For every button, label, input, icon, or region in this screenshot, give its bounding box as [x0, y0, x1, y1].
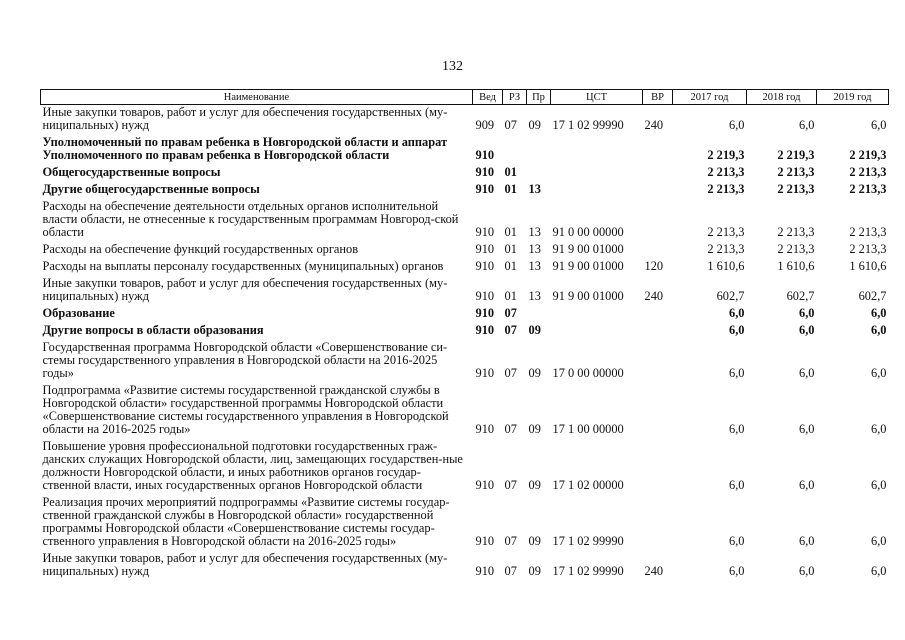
- row-amount-2017: 2 213,3: [707, 225, 745, 239]
- row-amount-2017: 6,0: [729, 422, 745, 436]
- row-amount-2019: 2 219,3: [849, 148, 887, 162]
- row-name: Образование: [42, 306, 115, 320]
- row-subsection-code: 09: [528, 422, 541, 436]
- row-name: Реализация прочих мероприятий подпрограммы «Развитие системы государ-ственной гражданской службы в Новгородской области» государственной программы Новгородской области «Совершенствование системы государ-ственного управления в Новгородской области на 2016-2025 годы»: [42, 495, 450, 548]
- row-amount-2018: 6,0: [799, 306, 815, 320]
- row-expense-type-code: [643, 199, 673, 242]
- row-expense-type-code: 240: [644, 564, 664, 578]
- row-amount-2018: 6,0: [799, 478, 815, 492]
- row-amount-2019: 6,0: [871, 422, 887, 436]
- row-amount-2017: 6,0: [729, 323, 745, 337]
- row-amount-2017: 6,0: [729, 564, 745, 578]
- row-amount-2017: 6,0: [729, 478, 745, 492]
- row-amount-2017: 6,0: [729, 306, 745, 320]
- row-expense-type-code: [643, 182, 673, 199]
- row-subsection-code: 09: [528, 366, 541, 380]
- row-amount-2018: 6,0: [799, 118, 815, 132]
- table-row: [41, 495, 889, 551]
- row-amount-2019: 6,0: [871, 564, 887, 578]
- row-amount-2019: 1 610,6: [849, 259, 887, 273]
- table-row: [41, 439, 889, 495]
- row-section-code: 07: [504, 118, 517, 132]
- table-row: [41, 259, 889, 276]
- row-name: Другие вопросы в области образования: [42, 323, 264, 337]
- row-name: Общегосударственные вопросы: [42, 165, 221, 179]
- row-expense-type-code: 120: [644, 259, 664, 273]
- row-amount-2019: 6,0: [871, 478, 887, 492]
- row-expense-type-code: [643, 165, 673, 182]
- row-target-article-code: 17 0 00 00000: [552, 366, 624, 380]
- table-row: [41, 199, 889, 242]
- row-name: Расходы на обеспечение деятельности отдельных органов исполнительной власти области, не отнесенные к государственным программам Новгород-ской области: [42, 199, 459, 239]
- table-row: [41, 340, 889, 383]
- column-header-cst: ЦСТ: [551, 90, 643, 105]
- row-amount-2017: 2 213,3: [707, 165, 745, 179]
- row-section-code: [503, 135, 527, 165]
- table-row: [41, 105, 889, 136]
- table-row: [41, 551, 889, 581]
- row-ved-code: 910: [475, 422, 495, 436]
- row-section-code: 07: [504, 422, 517, 436]
- table-row: [41, 165, 889, 182]
- row-amount-2019: 2 213,3: [849, 225, 887, 239]
- row-amount-2018: 6,0: [799, 422, 815, 436]
- row-subsection-code: 09: [528, 564, 541, 578]
- row-expense-type-code: [643, 439, 673, 495]
- table-row: [41, 135, 889, 165]
- row-name: Подпрограмма «Развитие системы государственной гражданской службы в Новгородской области» государственной программы Новгородской области «Совершенствование системы государственного управления в Новгородской области на 2016-2025 годы»: [42, 383, 449, 436]
- budget-table: [40, 89, 889, 581]
- column-header-rz: РЗ: [503, 90, 527, 105]
- row-ved-code: 910: [475, 225, 495, 239]
- row-section-code: 07: [504, 478, 517, 492]
- row-name: Государственная программа Новгородской области «Совершенствование си-стемы государственного управления в Новгородской области на 2016-2025 годы»: [42, 340, 448, 380]
- row-subsection-code: [527, 135, 551, 165]
- row-subsection-code: 13: [528, 182, 541, 196]
- row-section-code: 07: [504, 534, 517, 548]
- row-amount-2018: 2 213,3: [777, 182, 815, 196]
- row-amount-2019: 6,0: [871, 306, 887, 320]
- row-amount-2018: 6,0: [799, 323, 815, 337]
- row-subsection-code: 13: [528, 289, 541, 303]
- row-amount-2018: 602,7: [786, 289, 815, 303]
- row-expense-type-code: [643, 323, 673, 340]
- row-section-code: 01: [504, 182, 517, 196]
- page-number: 132: [442, 59, 463, 74]
- row-subsection-code: 09: [528, 478, 541, 492]
- row-amount-2019: 2 213,3: [849, 242, 887, 256]
- row-target-article-code: [551, 182, 643, 199]
- row-subsection-code: [527, 306, 551, 323]
- row-amount-2018: 2 219,3: [777, 148, 815, 162]
- row-target-article-code: 91 9 00 01000: [552, 289, 624, 303]
- row-amount-2018: 6,0: [799, 366, 815, 380]
- row-ved-code: 910: [475, 148, 495, 162]
- row-amount-2019: 6,0: [871, 323, 887, 337]
- table-row: [41, 182, 889, 199]
- row-section-code: 01: [504, 165, 517, 179]
- row-name: Расходы на обеспечение функций государственных органов: [42, 242, 359, 256]
- column-header-vr: ВР: [643, 90, 673, 105]
- row-ved-code: 910: [475, 182, 495, 196]
- row-expense-type-code: [643, 495, 673, 551]
- row-amount-2017: 2 219,3: [707, 148, 745, 162]
- row-target-article-code: [551, 306, 643, 323]
- row-ved-code: 910: [475, 242, 495, 256]
- column-header-2018: 2018 год: [747, 90, 817, 105]
- row-expense-type-code: [643, 383, 673, 439]
- row-amount-2017: 2 213,3: [707, 182, 745, 196]
- row-ved-code: 910: [475, 323, 495, 337]
- row-ved-code: 910: [475, 306, 495, 320]
- row-expense-type-code: [643, 340, 673, 383]
- table-header-row: [41, 90, 889, 105]
- row-name: Иные закупки товаров, работ и услуг для обеспечения государственных (му-ниципальных) нужд: [42, 105, 448, 132]
- row-section-code: 01: [504, 242, 517, 256]
- row-name: Иные закупки товаров, работ и услуг для обеспечения государственных (му-ниципальных) нужд: [42, 551, 448, 578]
- table-row: [41, 383, 889, 439]
- row-amount-2018: 1 610,6: [777, 259, 815, 273]
- row-target-article-code: 17 1 02 99990: [552, 534, 624, 548]
- row-ved-code: 910: [475, 259, 495, 273]
- row-amount-2017: 6,0: [729, 366, 745, 380]
- row-amount-2017: 2 213,3: [707, 242, 745, 256]
- row-name: Иные закупки товаров, работ и услуг для обеспечения государственных (му-ниципальных) нужд: [42, 276, 448, 303]
- row-expense-type-code: [643, 306, 673, 323]
- row-target-article-code: 91 0 00 00000: [552, 225, 624, 239]
- row-amount-2018: 2 213,3: [777, 165, 815, 179]
- row-expense-type-code: 240: [644, 289, 664, 303]
- row-amount-2019: 2 213,3: [849, 182, 887, 196]
- row-section-code: 07: [504, 323, 517, 337]
- row-subsection-code: 09: [528, 323, 541, 337]
- row-expense-type-code: 240: [644, 118, 664, 132]
- row-ved-code: 909: [475, 118, 495, 132]
- column-header-2017: 2017 год: [673, 90, 747, 105]
- row-amount-2017: 602,7: [716, 289, 745, 303]
- row-target-article-code: 91 9 00 01000: [552, 259, 624, 273]
- row-ved-code: 910: [475, 366, 495, 380]
- row-amount-2018: 2 213,3: [777, 225, 815, 239]
- table-body: [41, 105, 889, 582]
- row-amount-2019: 6,0: [871, 366, 887, 380]
- row-section-code: 07: [504, 306, 517, 320]
- row-target-article-code: [551, 323, 643, 340]
- row-amount-2019: 6,0: [871, 534, 887, 548]
- row-amount-2019: 2 213,3: [849, 165, 887, 179]
- row-amount-2018: 6,0: [799, 564, 815, 578]
- row-ved-code: 910: [475, 165, 495, 179]
- row-amount-2017: 6,0: [729, 534, 745, 548]
- row-amount-2019: 602,7: [858, 289, 887, 303]
- row-target-article-code: 17 1 02 99990: [552, 564, 624, 578]
- row-section-code: 01: [504, 259, 517, 273]
- row-ved-code: 910: [475, 534, 495, 548]
- row-subsection-code: 09: [528, 118, 541, 132]
- row-target-article-code: [551, 165, 643, 182]
- row-amount-2019: 6,0: [871, 118, 887, 132]
- row-ved-code: 910: [475, 289, 495, 303]
- row-subsection-code: [527, 165, 551, 182]
- row-section-code: 01: [504, 225, 517, 239]
- row-subsection-code: 13: [528, 225, 541, 239]
- row-name: Повышение уровня профессиональной подготовки государственных граж-данских служащих Новгородской области, лиц, замещающих государствен-ные должности Новгородской области, и иных работников органов государ-ственной власти, иных государственных органов Новгородской области: [42, 439, 463, 492]
- table-row: [41, 276, 889, 306]
- row-subsection-code: 13: [528, 259, 541, 273]
- table-row: [41, 242, 889, 259]
- row-target-article-code: 17 1 00 00000: [552, 422, 624, 436]
- row-ved-code: 910: [475, 478, 495, 492]
- row-amount-2018: 2 213,3: [777, 242, 815, 256]
- table-row: [41, 306, 889, 323]
- row-name: Другие общегосударственные вопросы: [42, 182, 260, 196]
- row-expense-type-code: [643, 135, 673, 165]
- row-expense-type-code: [643, 242, 673, 259]
- row-amount-2017: 1 610,6: [707, 259, 745, 273]
- row-target-article-code: 17 1 02 00000: [552, 478, 624, 492]
- row-subsection-code: 13: [528, 242, 541, 256]
- row-section-code: 07: [504, 366, 517, 380]
- column-header-pr: Пр: [527, 90, 551, 105]
- row-name: Расходы на выплаты персоналу государственных (муниципальных) органов: [42, 259, 444, 273]
- row-ved-code: 910: [475, 564, 495, 578]
- column-header-name: Наименование: [41, 90, 473, 105]
- row-amount-2017: 6,0: [729, 118, 745, 132]
- row-target-article-code: 91 9 00 01000: [552, 242, 624, 256]
- column-header-ved: Вед: [473, 90, 503, 105]
- row-target-article-code: 17 1 02 99990: [552, 118, 624, 132]
- row-amount-2018: 6,0: [799, 534, 815, 548]
- column-header-2019: 2019 год: [817, 90, 889, 105]
- row-subsection-code: 09: [528, 534, 541, 548]
- row-name: Уполномоченный по правам ребенка в Новгородской области и аппарат Уполномоченного по правам ребенка в Новгородской области: [42, 135, 448, 162]
- row-target-article-code: [551, 135, 643, 165]
- row-section-code: 01: [504, 289, 517, 303]
- table-row: [41, 323, 889, 340]
- row-section-code: 07: [504, 564, 517, 578]
